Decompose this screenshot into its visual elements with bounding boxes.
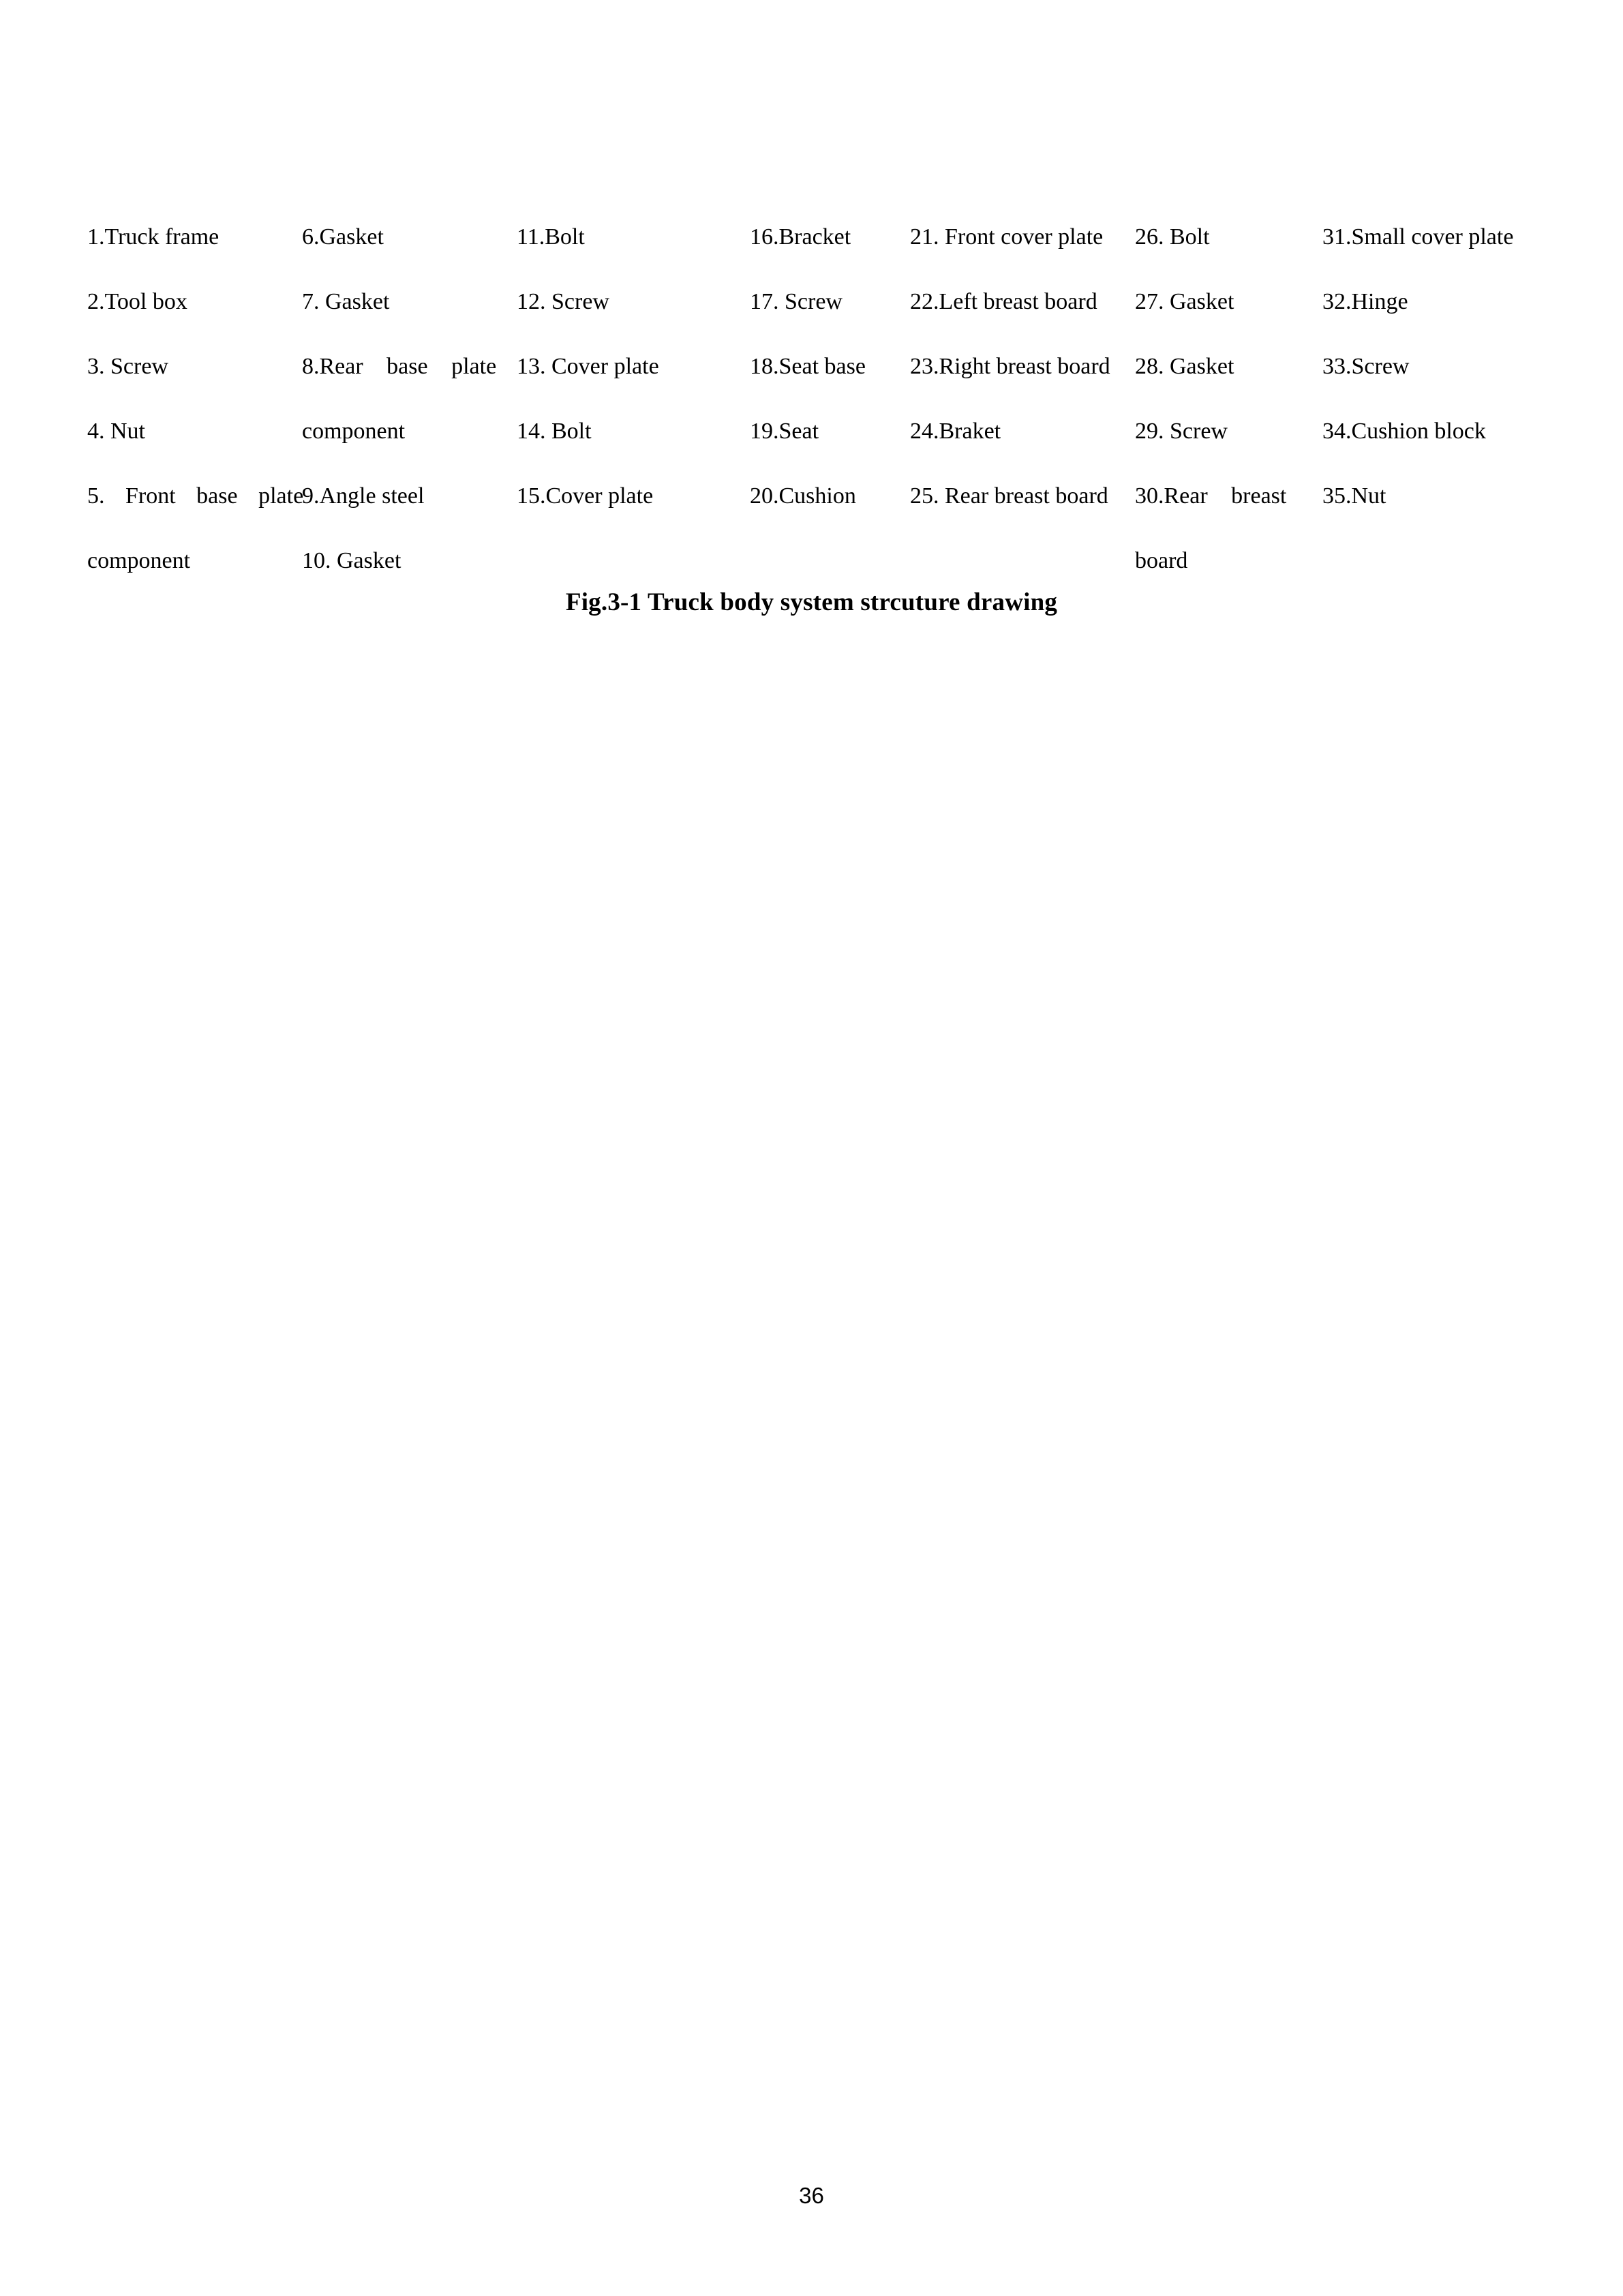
- legend-item: 31.Small cover plate: [1322, 224, 1514, 250]
- legend-column-3: [517, 205, 745, 593]
- legend-item: 11.Bolt: [517, 224, 585, 250]
- legend-item: 19.Seat: [750, 419, 819, 444]
- legend-item-continuation: component: [302, 419, 406, 444]
- legend-item: 34.Cushion block: [1322, 419, 1486, 444]
- legend-item: 12. Screw: [517, 289, 609, 314]
- legend-item: 24.Braket: [910, 419, 1001, 444]
- legend-item: 9.Angle steel: [302, 483, 425, 509]
- legend-column-6: [1135, 205, 1319, 593]
- legend-item: 35.Nut: [1322, 483, 1386, 509]
- legend-item: 7. Gasket: [302, 289, 390, 314]
- legend-item: 27. Gasket: [1135, 289, 1234, 314]
- legend-item: 33.Screw: [1322, 354, 1410, 379]
- legend-item: 1.Truck frame: [87, 224, 219, 250]
- legend-item: 10. Gasket: [302, 548, 401, 573]
- legend-item-continuation: component: [87, 548, 191, 573]
- legend-item: 2.Tool box: [87, 289, 187, 314]
- legend-column-7: [1322, 205, 1527, 593]
- legend-item: 16.Bracket: [750, 224, 851, 250]
- legend-item: 3. Screw: [87, 354, 168, 379]
- legend-item: 13. Cover plate: [517, 354, 659, 379]
- legend-item: 17. Screw: [750, 289, 843, 314]
- legend-item: 20.Cushion: [750, 483, 856, 509]
- legend-column-1: [87, 205, 304, 593]
- legend-item: 18.Seat base: [750, 354, 866, 379]
- legend-item-continuation: board: [1135, 548, 1188, 573]
- legend-item: 15.Cover plate: [517, 483, 654, 509]
- legend-item: 28. Gasket: [1135, 354, 1234, 379]
- legend-item: 4. Nut: [87, 419, 145, 444]
- legend-item: 32.Hinge: [1322, 289, 1408, 314]
- legend-item: 14. Bolt: [517, 419, 592, 444]
- legend-item: 23.Right breast board: [910, 354, 1110, 379]
- legend-item: 21. Front cover plate: [910, 224, 1104, 250]
- legend-item: 22.Left breast board: [910, 289, 1097, 314]
- legend-column-4: [750, 205, 907, 593]
- legend-item: 6.Gasket: [302, 224, 384, 250]
- legend-item: 8.Rear base plate: [302, 354, 497, 379]
- figure-caption: Fig.3-1 Truck body system strcuture drawing: [565, 588, 1058, 616]
- legend-column-2: [302, 205, 513, 593]
- legend-item: 25. Rear breast board: [910, 483, 1108, 509]
- legend-item: 5. Front base plate: [87, 483, 304, 509]
- legend-item: 30.Rear breast: [1135, 483, 1287, 509]
- legend-column-5: [910, 205, 1132, 593]
- legend-item: 29. Screw: [1135, 419, 1228, 444]
- legend-item: 26. Bolt: [1135, 224, 1210, 250]
- page-number: 36: [799, 2183, 824, 2208]
